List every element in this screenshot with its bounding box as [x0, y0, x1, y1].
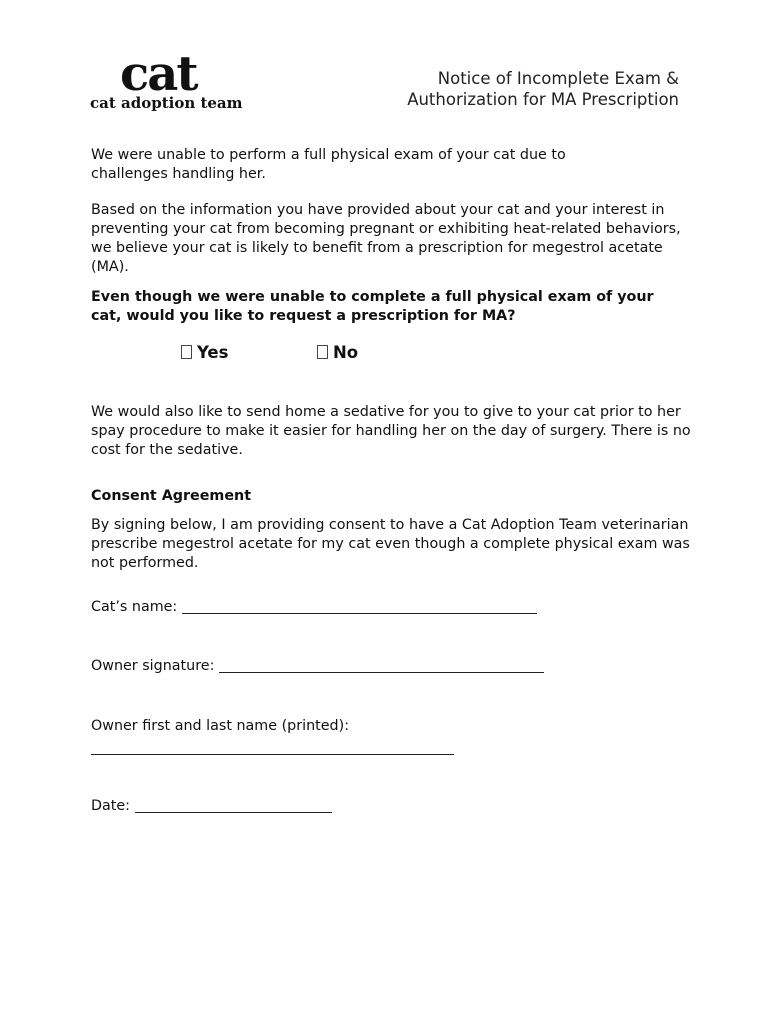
cat-name-label: Cat’s name: — [91, 599, 178, 615]
owner-name-label: Owner first and last name (printed): — [91, 718, 350, 734]
consent-heading: Consent Agreement — [91, 488, 252, 504]
cat-adoption-team-logo — [90, 46, 243, 118]
date-line[interactable] — [135, 798, 332, 813]
based-on-paragraph: Based on the information you have provided about your cat and your interest in preventing your cat from becoming pregnant or exhibiting heat-related behaviors, we believe your cat is likely to benefit from a prescription for megestrol acetate (MA). — [91, 202, 681, 275]
date-label: Date: — [91, 798, 130, 814]
owner-signature-line[interactable] — [219, 658, 544, 673]
owner-signature-field — [91, 658, 544, 674]
page-title — [407, 68, 679, 110]
intro-paragraph: We were unable to perform a full physical exam of your cat due to challenges handling her. — [91, 147, 566, 182]
no-checkbox[interactable] — [317, 345, 328, 359]
logo-subtitle: cat adoption team — [90, 94, 243, 112]
owner-name-line[interactable] — [91, 753, 454, 755]
title-line-2: Authorization for MA Prescription — [407, 90, 679, 109]
yes-label: Yes — [197, 343, 229, 362]
cat-name-field — [91, 599, 537, 615]
yes-option[interactable] — [181, 343, 228, 362]
no-option[interactable] — [317, 343, 358, 362]
logo-mark: cat — [120, 46, 197, 102]
ma-question: Even though we were unable to complete a full physical exam of your cat, would you like to request a prescription for MA? — [91, 289, 654, 324]
sedative-paragraph: We would also like to send home a sedative for you to give to your cat prior to her spay procedure to make it easier for handling her on the day of surgery. There is no cost for the sedative. — [91, 404, 691, 458]
title-line-1: Notice of Incomplete Exam & — [437, 69, 679, 88]
consent-paragraph: By signing below, I am providing consent to have a Cat Adoption Team veterinarian prescribe megestrol acetate for my cat even though a complete physical exam was not performed. — [91, 517, 690, 571]
cat-name-line[interactable] — [182, 599, 537, 614]
yes-checkbox[interactable] — [181, 345, 192, 359]
owner-signature-label: Owner signature: — [91, 658, 215, 674]
no-label: No — [333, 343, 359, 362]
date-field — [91, 798, 332, 814]
